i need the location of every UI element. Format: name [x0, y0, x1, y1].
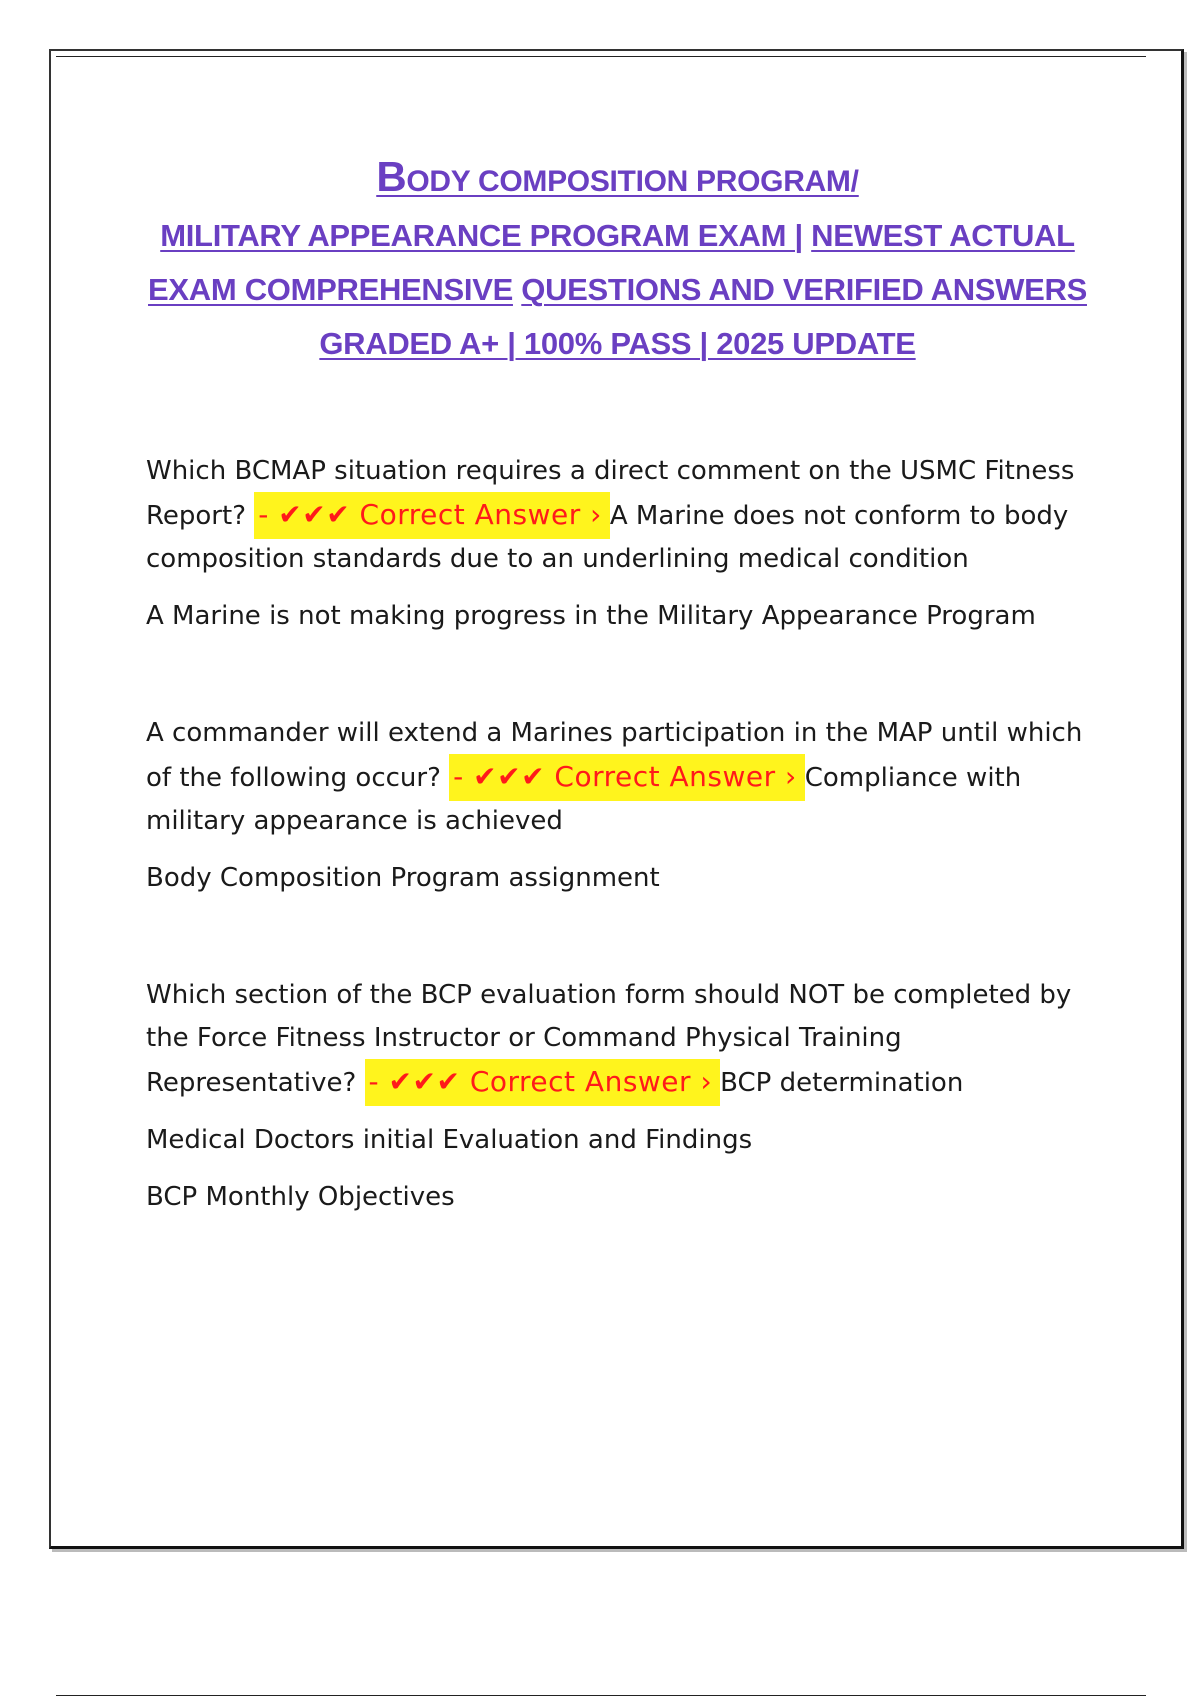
answer-text: Compliance with military appearance is achieved [146, 763, 1022, 836]
qa-item [146, 450, 1106, 638]
title-line-2: MILITARY APPEARANCE PROGRAM EXAM | NEWEST ACTUAL [160, 218, 1075, 253]
question-paragraph [146, 712, 1106, 843]
extra-line: A Marine is not making progress in the Military Appearance Program [146, 601, 1036, 631]
top-rule [56, 56, 1146, 57]
title-line-4: GRADED A+ | 100% PASS | 2025 UPDATE [319, 326, 916, 361]
answer-text: A Marine does not conform to body composition standards due to an underlining medical condition [146, 501, 1069, 574]
extra-line: Body Composition Program assignment [146, 863, 660, 893]
qa-item [146, 712, 1106, 900]
extra-line: Medical Doctors initial Evaluation and Findings [146, 1125, 753, 1155]
question-paragraph [146, 450, 1106, 581]
correct-answer-marker: - ✔✔✔ Correct Answer › [449, 754, 805, 801]
title-line-1: BODY COMPOSITION PROGRAM/ [376, 153, 859, 200]
bottom-rule [56, 1695, 1146, 1696]
correct-answer-marker: - ✔✔✔ Correct Answer › [365, 1059, 721, 1106]
question-text: Which BCMAP situation requires a direct comment on the USMC Fitness Report? [146, 456, 1075, 531]
question-text: Which section of the BCP evaluation form should NOT be completed by the Force Fitness Instructor or Command Physical Training Representative? [146, 980, 1072, 1098]
qa-content [146, 450, 1106, 1293]
title-line-3: EXAM COMPREHENSIVE QUESTIONS AND VERIFIED ANSWERS [148, 272, 1087, 307]
question-paragraph [146, 974, 1106, 1105]
qa-item [146, 974, 1106, 1219]
correct-answer-marker: - ✔✔✔ Correct Answer › [254, 492, 610, 539]
question-text: A commander will extend a Marines participation in the MAP until which of the following occur? [146, 718, 1083, 793]
extra-line: BCP Monthly Objectives [146, 1182, 455, 1212]
document-title [100, 150, 1135, 371]
answer-text: BCP determination [720, 1068, 964, 1098]
